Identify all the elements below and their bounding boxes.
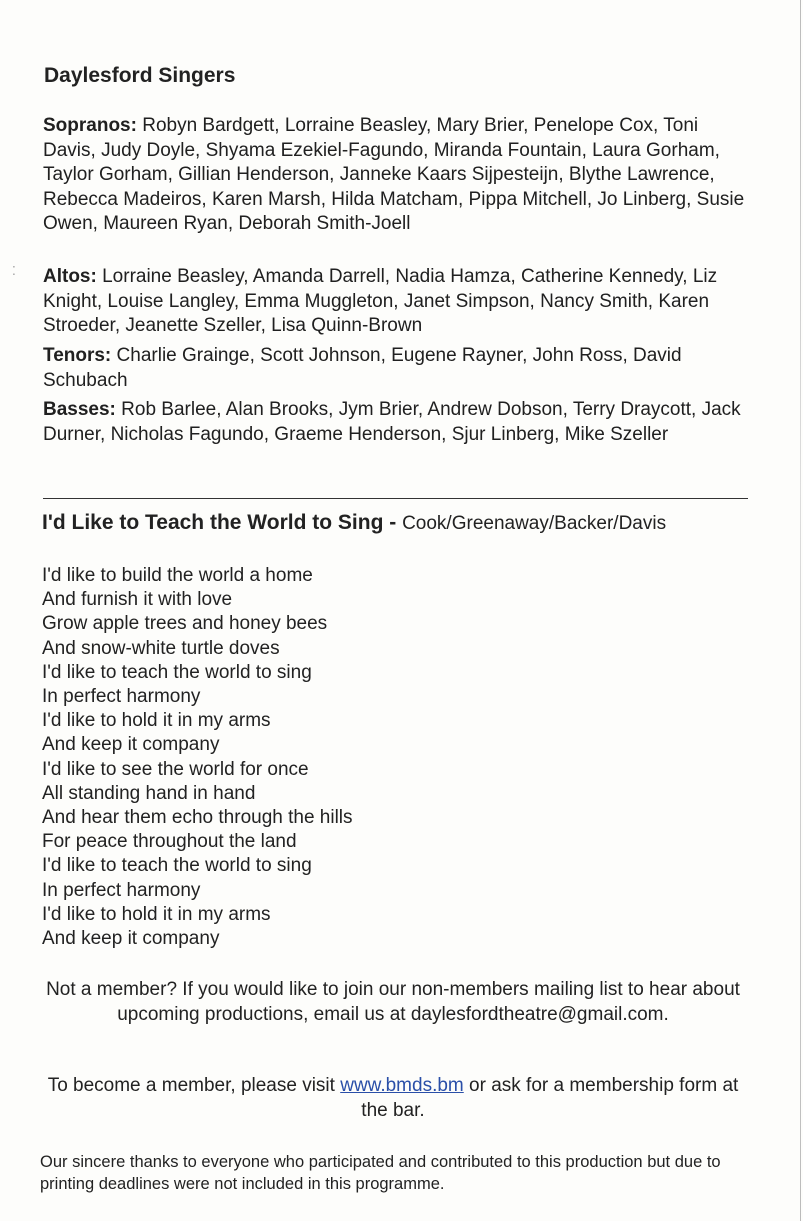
lyric-line: I'd like to build the world a home [42, 565, 313, 586]
sopranos-label: Sopranos: [43, 115, 137, 136]
membership-link[interactable]: www.bmds.bm [340, 1075, 464, 1096]
song-lyrics [42, 564, 353, 951]
lyric-line: And hear them echo through the hills [42, 807, 353, 829]
tenors-label: Tenors: [43, 345, 112, 366]
basses-label: Basses: [43, 399, 116, 420]
section-divider [43, 498, 748, 499]
lyric-line: I'd like to teach the world to sing [42, 661, 312, 683]
sopranos-members: Robyn Bardgett, Lorraine Beasley, Mary Brier, Penelope Cox, Toni Davis, Judy Doyle, Shyama Ezekiel-Fagundo, Miranda Fountain, Laura Gorham, Taylor Gorham, Gillian Henderson, Janneke Kaars Sijpesteijn, Blythe Lawrence, Rebecca Madeiros, Karen Marsh, Hilda Matcham, Pippa Mitchell, Jo Linberg, Susie Owen, Maureen Ryan, Deborah Smith-Joell [43, 115, 745, 234]
song-separator: - [383, 511, 403, 534]
lyric-line: In perfect harmony [42, 879, 201, 901]
song-title: I'd Like to Teach the World to Sing [42, 511, 384, 534]
paper-speck: ⁚ [12, 264, 16, 278]
membership-suffix: or ask for a membership form at the bar. [361, 1075, 739, 1121]
lyric-line: Grow apple trees and honey bees [42, 613, 328, 635]
lyric-line: I'd like to hold it in my arms [42, 903, 271, 925]
lyric-line: For peace throughout the land [42, 831, 297, 853]
lyric-line: I'd like to hold it in my arms [42, 710, 271, 732]
lyric-line: I'd like to teach the world to sing [42, 855, 312, 877]
basses-section [43, 398, 755, 447]
lyric-line: And keep it company [42, 734, 220, 756]
lyric-line: And snow-white turtle doves [42, 637, 280, 659]
lyric-line: I'd like to see the world for once [42, 758, 309, 780]
altos-section [43, 265, 755, 339]
choir-title: Daylesford Singers [44, 64, 236, 87]
song-credits: Cook/Greenaway/Backer/Davis [402, 513, 667, 534]
tenors-section [43, 344, 755, 393]
altos-members: Lorraine Beasley, Amanda Darrell, Nadia Hamza, Catherine Kennedy, Liz Knight, Louise Langley, Emma Muggleton, Janet Simpson, Nancy Smith, Karen Stroeder, Jeanette Szeller, Lisa Quinn-Brown [43, 266, 718, 336]
basses-members: Rob Barlee, Alan Brooks, Jym Brier, Andrew Dobson, Terry Draycott, Jack Durner, Nicholas Fagundo, Graeme Henderson, Sjur Linberg, Mike Szeller [43, 399, 741, 445]
tenors-members: Charlie Grainge, Scott Johnson, Eugene Rayner, John Ross, David Schubach [43, 345, 682, 391]
lyric-line: And keep it company [42, 928, 220, 950]
altos-label: Altos: [43, 266, 97, 287]
lyric-line: All standing hand in hand [42, 782, 256, 804]
membership-prefix: To become a member, please visit [47, 1075, 341, 1096]
thanks-note: Our sincere thanks to everyone who participated and contributed to this production but due to printing deadlines were not included in this programme. [40, 1153, 721, 1193]
membership-note [40, 1074, 746, 1123]
mailing-list-note: Not a member? If you would like to join our non-members mailing list to hear about upcoming productions, email us at daylesfordtheatre@gmail.com. [46, 979, 740, 1025]
lyric-line: And furnish it with love [42, 589, 233, 611]
lyric-line: In perfect harmony [42, 686, 201, 708]
song-heading [42, 511, 666, 535]
page-edge [800, 0, 801, 1221]
sopranos-section [43, 114, 755, 237]
